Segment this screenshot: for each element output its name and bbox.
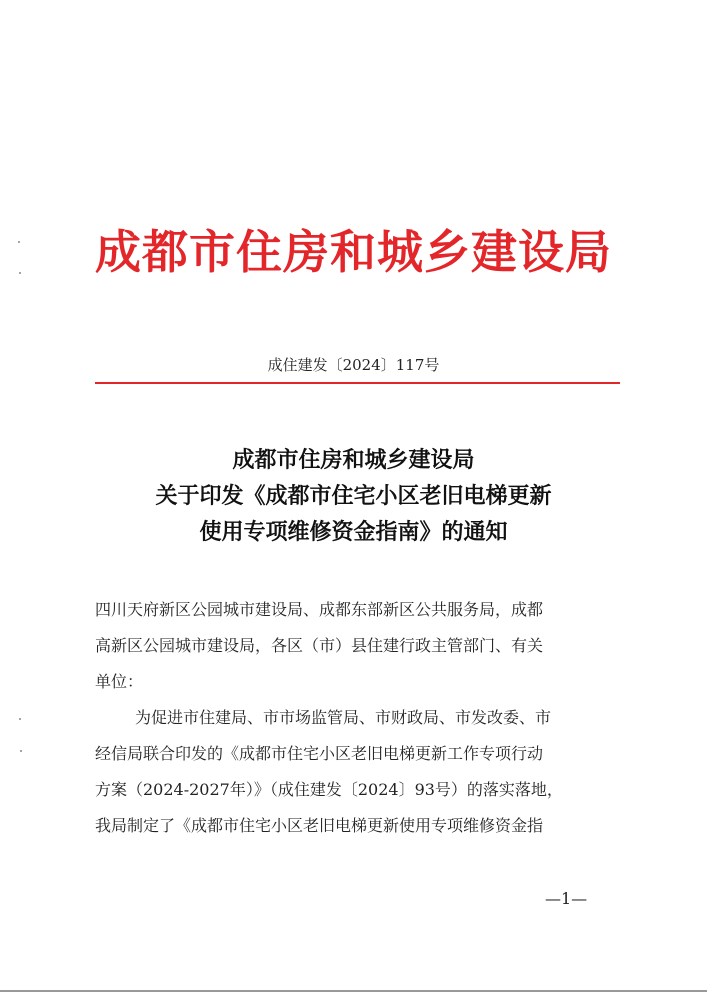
salutation xyxy=(95,592,625,700)
document-number: 成住建发〔2024〕117号 xyxy=(267,356,440,374)
page-number: —1— xyxy=(545,889,588,908)
document-title xyxy=(0,442,707,550)
body-paragraph xyxy=(95,700,625,844)
title-line-3: 使用专项维修资金指南》的通知 xyxy=(199,519,508,545)
paragraph-line-4: 我局制定了《成都市住宅小区老旧电梯更新使用专项维修资金指 xyxy=(95,816,544,835)
scan-mark xyxy=(20,750,22,752)
organization-header: 成都市住房和城乡建设局 xyxy=(95,225,612,279)
title-line-1: 成都市住房和城乡建设局 xyxy=(232,447,475,473)
salutation-line-1: 四川天府新区公园城市建设局、成都东部新区公共服务局，成都 xyxy=(95,600,544,619)
paragraph-line-2: 经信局联合印发的《成都市住宅小区老旧电梯更新工作专项行动 xyxy=(95,744,544,763)
paragraph-line-3: 方案（2024-2027年）》（成住建发〔2024〕93号）的落实落地， xyxy=(95,780,563,799)
salutation-line-2: 高新区公园城市建设局，各区（市）县住建行政主管部门、有关 xyxy=(95,636,544,655)
page-bottom-edge xyxy=(0,990,707,992)
paragraph-line-1: 为促进市住建局、市市场监管局、市财政局、市发改委、市 xyxy=(135,708,552,727)
title-line-2: 关于印发《成都市住宅小区老旧电梯更新 xyxy=(155,483,552,509)
scan-mark xyxy=(19,718,21,720)
salutation-line-3: 单位： xyxy=(95,672,144,691)
red-separator-line xyxy=(95,382,620,384)
